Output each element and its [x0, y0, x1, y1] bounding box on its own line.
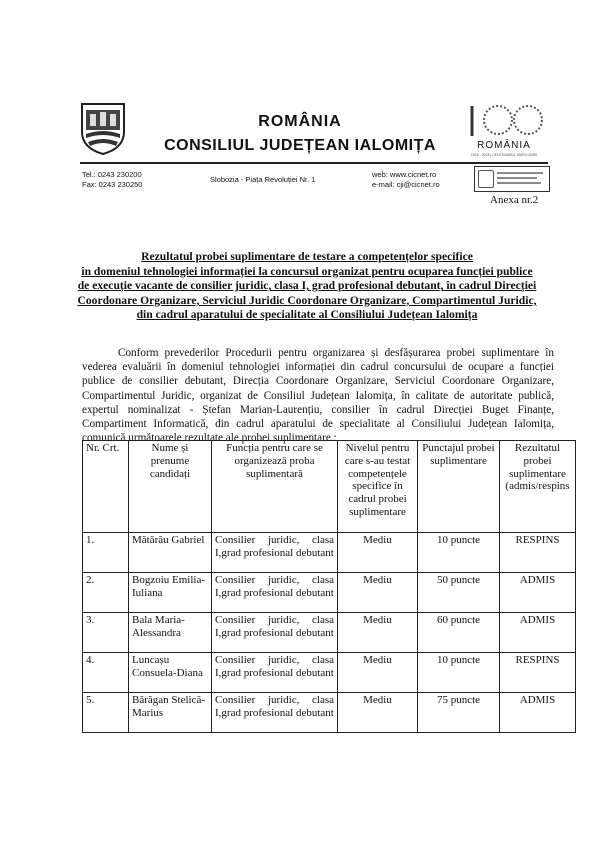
quality-certification-badge	[474, 166, 550, 192]
row-number: 4.	[83, 653, 129, 693]
certification-seal-icon	[478, 170, 494, 188]
candidate-function: Consilier juridic, clasa I,grad profesional debutant	[212, 573, 338, 613]
test-level: Mediu	[338, 653, 418, 693]
candidate-function: Consilier juridic, clasa I,grad profesional debutant	[212, 693, 338, 733]
phone-number: Tel.: 0243 230200	[82, 170, 142, 179]
test-result: RESPINS	[500, 653, 576, 693]
phone-fax-block	[82, 170, 142, 190]
row-number: 1.	[83, 533, 129, 573]
table-row	[83, 693, 576, 733]
row-number: 2.	[83, 573, 129, 613]
column-header-score: Punctajul probei suplimentare	[418, 441, 500, 533]
test-result: ADMIS	[500, 693, 576, 733]
heading-line: din cadrul aparatului de specialitate al Consiliului Județean Ialomița	[136, 308, 478, 322]
email: e-mail: cji@cicnet.ro	[372, 180, 440, 189]
results-table	[82, 440, 576, 733]
body-text: Conform prevederilor Procedurii pentru organizarea și desfășurarea probei suplimentare în vederea evaluării în domeniul tehnologiei informației din cadrul concursului de ocupare a funcției publice de consilier debutant, Direcția Coordonare Organizare, Serviciul Coordonare Organizare, Compartimentul Juridic, organizat de Consiliul Județean Ialomița, în calitate de autoritate publică, expertul nominalizat - Ștefan Marian-Laurențiu, consilier în cadrul Direcției Buget Finanțe, Compartiment Informatică, din cadrul aparatului de specialitate al Consiliului Județean Ialomița, comunică următoarele rezultate ale probei suplimentare :	[82, 347, 554, 445]
council-title: CONSILIUL JUDEȚEAN IALOMIȚA	[164, 137, 436, 154]
column-header-level: Nivelul pentru care s-au testat competențele specifice în cadrul probei suplimentare	[338, 441, 418, 533]
heading-line: Rezultatul probei suplimentare de testare a competențelor specifice	[141, 250, 473, 263]
candidate-name: Mătărău Gabriel	[129, 533, 212, 573]
test-result: RESPINS	[500, 533, 576, 573]
address: Slobozia - Piața Revoluției Nr. 1	[210, 175, 316, 184]
column-header-name: Nume și prenume candidați	[129, 441, 212, 533]
candidate-function: Consilier juridic, clasa I,grad profesional debutant	[212, 653, 338, 693]
document-heading	[60, 250, 554, 323]
row-number: 3.	[83, 613, 129, 653]
centenary-logo-subtitle: 1918 ∙ 2018 | CENTENARUL MARII UNIRI	[470, 153, 538, 157]
candidate-function: Consilier juridic, clasa I,grad profesional debutant	[212, 533, 338, 573]
candidate-name: Bărăgan Stelică-Marius	[129, 693, 212, 733]
centenary-logo-word: ROMÂNIA	[477, 140, 531, 151]
candidate-function: Consilier juridic, clasa I,grad profesional debutant	[212, 613, 338, 653]
column-header-result: Rezultatul probei suplimentare (admis/respins	[500, 441, 576, 533]
county-coat-of-arms-icon	[80, 102, 126, 156]
table-header-row	[83, 441, 576, 533]
test-level: Mediu	[338, 693, 418, 733]
test-result: ADMIS	[500, 613, 576, 653]
web-email-block	[372, 170, 440, 190]
website: web: www.cicnet.ro	[372, 170, 437, 179]
fax-number: Fax: 0243 230250	[82, 180, 143, 189]
candidate-name: Bogzoiu Emilia-Iuliana	[129, 573, 212, 613]
table-row	[83, 653, 576, 693]
heading-line: Coordonare Organizare, Serviciul Juridic Coordonare Organizare, Compartimentul Juridic,	[77, 293, 537, 307]
test-level: Mediu	[338, 573, 418, 613]
test-result: ADMIS	[500, 573, 576, 613]
candidate-name: Luncașu Consuela-Diana	[129, 653, 212, 693]
annex-number: Anexa nr.2	[490, 194, 539, 206]
table-row	[83, 613, 576, 653]
column-header-nr: Nr. Crt.	[83, 441, 129, 533]
body-paragraph	[82, 346, 554, 445]
row-number: 5.	[83, 693, 129, 733]
heading-line: de execuție vacante de consilier juridic, clasa I, grad profesional debutant, în cadrul Direcției	[77, 279, 537, 293]
test-score: 50 puncte	[418, 573, 500, 613]
country-title: ROMÂNIA	[258, 113, 342, 130]
test-score: 75 puncte	[418, 693, 500, 733]
test-score: 10 puncte	[418, 533, 500, 573]
column-header-function: Funcția pentru care se organizează proba suplimentară	[212, 441, 338, 533]
heading-line: în domeniul tehnologiei informației la concursul organizat pentru ocuparea funcției publice	[81, 264, 533, 278]
test-score: 60 puncte	[418, 613, 500, 653]
table-row	[83, 533, 576, 573]
test-level: Mediu	[338, 613, 418, 653]
test-level: Mediu	[338, 533, 418, 573]
header-divider	[80, 162, 548, 164]
test-score: 10 puncte	[418, 653, 500, 693]
candidate-name: Bala Maria-Alessandra	[129, 613, 212, 653]
table-row	[83, 573, 576, 613]
